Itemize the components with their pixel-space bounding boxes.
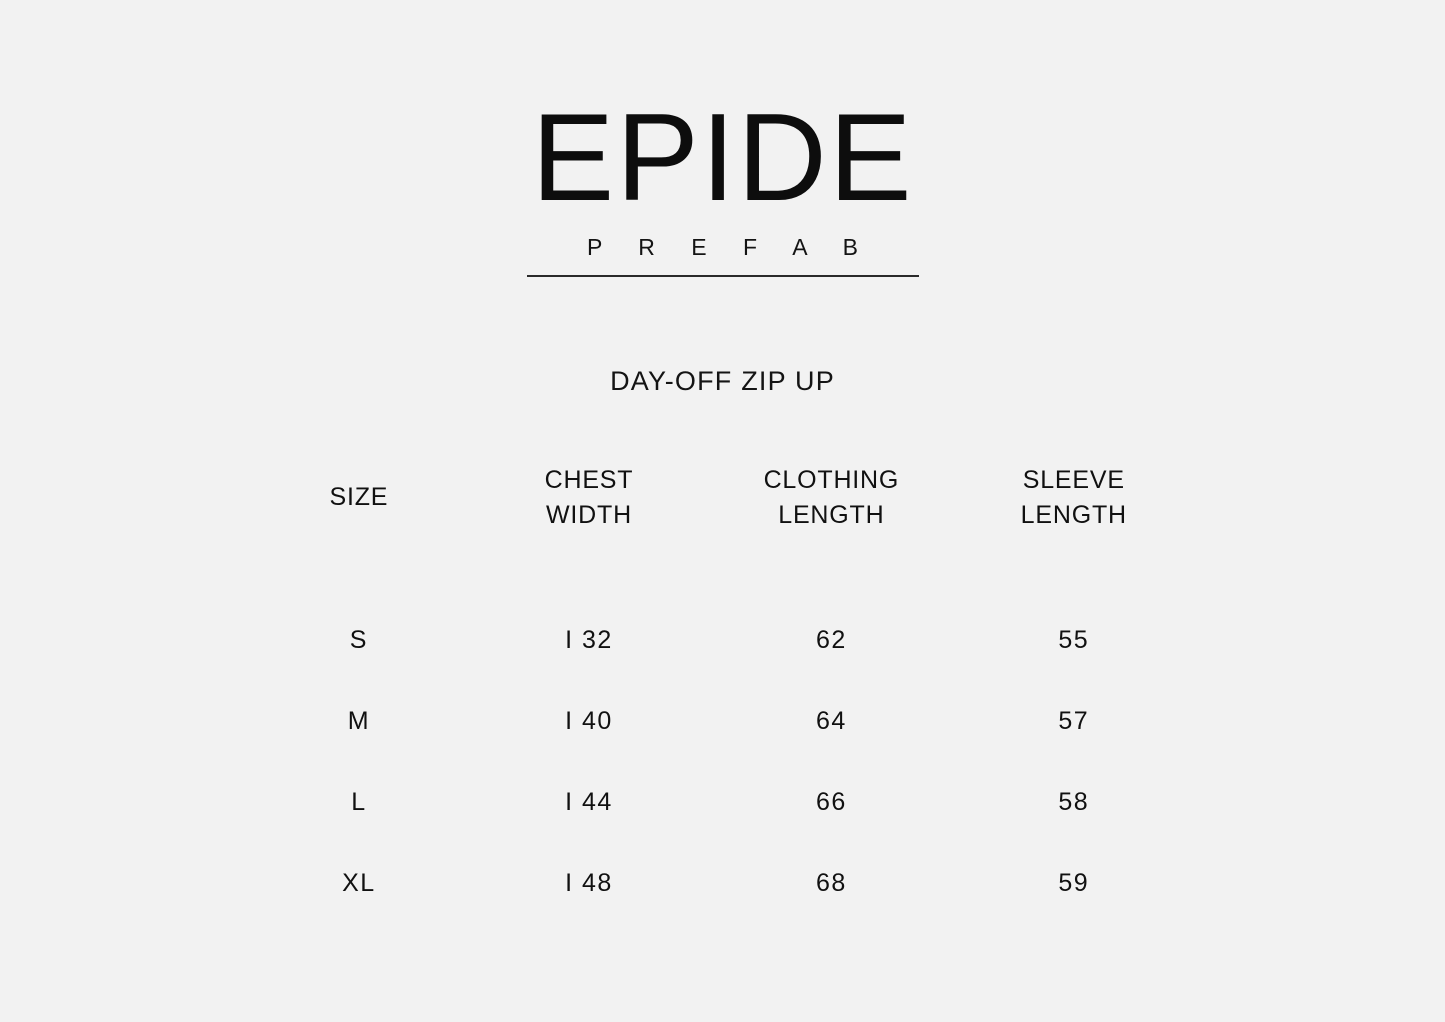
brand-name: EPIDE	[531, 89, 914, 227]
size-table	[250, 452, 1195, 924]
table-row	[250, 762, 1195, 843]
cell-sleeve-length: 59	[1058, 869, 1090, 897]
cell-size: XL	[342, 869, 376, 897]
brand-subtitle: P R E F A B	[586, 234, 874, 260]
cell-clothing-length: 62	[815, 626, 847, 654]
cell-sleeve-length: 57	[1058, 707, 1090, 735]
header-chest-width	[468, 452, 710, 544]
cell-clothing-length: 66	[815, 788, 847, 816]
cell-clothing-length: 64	[815, 707, 847, 735]
header-sleeve-length-line2: LENGTH	[1020, 501, 1127, 529]
header-clothing-length-line1: CLOTHING	[763, 465, 900, 494]
brand-block	[0, 89, 1445, 277]
cell-chest-width: I 32	[565, 626, 613, 654]
table-row	[250, 843, 1195, 924]
size-table-head	[250, 452, 1195, 544]
header-size-label: SIZE	[329, 483, 389, 512]
size-table-body	[250, 544, 1195, 924]
size-table-container	[250, 452, 1195, 924]
header-chest-width-line2: WIDTH	[546, 501, 632, 529]
cell-size: M	[347, 707, 371, 735]
cell-size: S	[349, 626, 368, 654]
cell-clothing-length: 68	[815, 869, 847, 897]
product-title: DAY-OFF ZIP UP	[610, 366, 835, 396]
cell-sleeve-length: 55	[1058, 626, 1090, 654]
table-header-row	[250, 452, 1195, 544]
cell-sleeve-length: 58	[1058, 788, 1090, 816]
cell-chest-width: I 40	[565, 707, 613, 735]
header-sleeve-length-line1: SLEEVE	[1022, 465, 1125, 494]
table-row	[250, 544, 1195, 681]
brand-divider	[527, 275, 919, 277]
cell-chest-width: I 44	[565, 788, 613, 816]
header-size	[250, 452, 468, 544]
table-row	[250, 681, 1195, 762]
header-clothing-length	[710, 452, 952, 544]
header-chest-width-line1: CHEST	[544, 465, 634, 494]
header-sleeve-length	[953, 452, 1195, 544]
header-clothing-length-line2: LENGTH	[778, 501, 885, 529]
cell-chest-width: I 48	[565, 869, 613, 897]
cell-size: L	[351, 788, 367, 816]
